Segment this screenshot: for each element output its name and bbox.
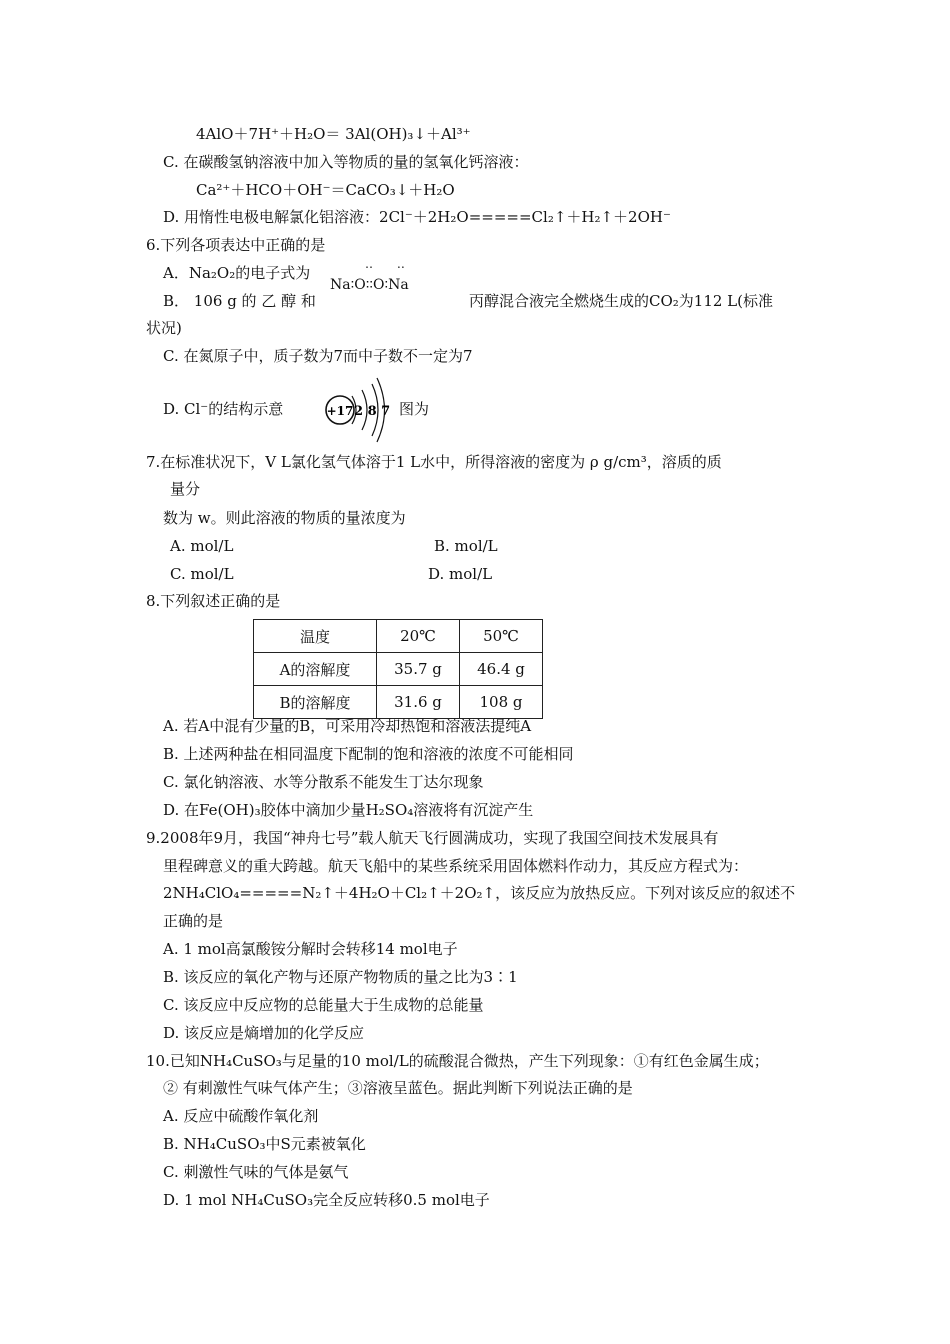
lone-pair-dots: ‥ ‥ [365, 257, 415, 271]
question-9-stem-4: 正确的是 [163, 912, 224, 930]
table-cell: 31.6 g [377, 686, 460, 719]
option-5c-equation: Ca²⁺＋HCO＋OH⁻＝CaCO₃↓＋H₂O [196, 181, 455, 199]
option-7a: A. mol/L [170, 537, 234, 555]
option-10b: B. NH₄CuSO₃中S元素被氧化 [163, 1135, 366, 1153]
electron-formula-text: Na∶O∶∶O∶Na [330, 277, 409, 293]
line-a1-equation: 4AlO＋7H⁺＋H₂O＝ 3Al(OH)₃↓＋Al³⁺ [196, 125, 471, 143]
option-6b-pre: B． 106 g 的 乙 醇 和 [163, 292, 316, 310]
option-8d: D. 在Fe(OH)₃胶体中滴加少量H₂SO₄溶液将有沉淀产生 [163, 801, 534, 819]
option-5d: D. 用惰性电极电解氯化铝溶液：2Cl⁻＋2H₂O=====Cl₂↑＋H₂↑＋2OH⁻ [163, 208, 671, 226]
table-header-cell: 50℃ [460, 620, 543, 653]
table-cell: 35.7 g [377, 653, 460, 686]
table-row [254, 686, 543, 719]
table-cell: 108 g [460, 686, 543, 719]
option-6d-post: 图为 [399, 400, 430, 418]
option-6a: A．Na₂O₂的电子式为 [163, 264, 311, 282]
question-9-stem: 9.2008年9月，我国“神舟七号”载人航天飞行圆满成功，实现了我国空间技术发展具有 [146, 829, 719, 847]
option-6c: C. 在氮原子中，质子数为7而中子数不一定为7 [163, 347, 473, 365]
table-header-cell: 20℃ [377, 620, 460, 653]
table-header-cell: 温度 [254, 620, 377, 653]
option-10d: D. 1 mol NH₄CuSO₃完全反应转移0.5 mol电子 [163, 1191, 490, 1209]
question-8-stem: 8.下列叙述正确的是 [146, 592, 281, 610]
option-10a: A. 反应中硫酸作氧化剂 [163, 1107, 319, 1125]
table-cell: A的溶解度 [254, 653, 377, 686]
solubility-table [253, 619, 543, 719]
table-cell: B的溶解度 [254, 686, 377, 719]
table-cell: 46.4 g [460, 653, 543, 686]
question-10-stem-2: ② 有刺激性气味气体产生；③溶液呈蓝色。据此判断下列说法正确的是 [163, 1079, 633, 1097]
option-9a: A. 1 mol高氯酸铵分解时会转移14 mol电子 [163, 940, 458, 958]
option-6b-post: 丙醇混合液完全燃烧生成的CO₂为112 L(标准 [469, 292, 774, 310]
question-9-stem-2: 里程碑意义的重大跨越。航天飞船中的某些系统采用固体燃料作动力，其反应方程式为： [163, 857, 749, 875]
option-8a: A. 若A中混有少量的B，可采用冷却热饱和溶液法提纯A [163, 717, 532, 735]
table-header-row [254, 620, 543, 653]
option-6d-pre: D. Cl⁻的结构示意 [163, 400, 284, 418]
option-7c: C. mol/L [170, 565, 234, 583]
option-5c: C. 在碳酸氢钠溶液中加入等物质的量的氢氧化钙溶液： [163, 153, 529, 171]
question-7-stem: 7.在标准状况下，V L氯化氢气体溶于1 L水中，所得溶液的密度为 ρ g/cm³，溶质的质 [146, 453, 722, 471]
option-7d: D. mol/L [428, 565, 493, 583]
option-6b-cont: 状况) [146, 319, 182, 337]
question-9-equation: 2NH₄ClO₄=====N₂↑＋4H₂O＋Cl₂↑＋2O₂↑，该反应为放热反应。下列对该反应的叙述不 [163, 884, 796, 902]
question-6-stem: 6.下列各项表达中正确的是 [146, 236, 326, 254]
option-9c: C. 该反应中反应物的总能量大于生成物的总能量 [163, 996, 484, 1014]
cl-ion-structure-diagram [322, 374, 390, 444]
option-10c: C. 刺激性气味的气体是氨气 [163, 1163, 349, 1181]
na2o2-electron-formula [330, 258, 460, 298]
option-7b: B. mol/L [434, 537, 498, 555]
option-9d: D. 该反应是熵增加的化学反应 [163, 1024, 365, 1042]
nucleus-charge: +17 [326, 404, 354, 418]
option-8b: B. 上述两种盐在相同温度下配制的饱和溶液的浓度不可能相同 [163, 745, 574, 763]
electron-shells: 2 8 7 [354, 404, 390, 419]
question-10-stem: 10.已知NH₄CuSO₃与足量的10 mol/L的硫酸混合微热，产生下列现象：①有红色金属生成； [146, 1052, 769, 1070]
question-7-stem-2: 量分 [170, 480, 201, 498]
option-9b: B. 该反应的氧化产物与还原产物物质的量之比为3∶1 [163, 968, 518, 986]
table-row [254, 653, 543, 686]
option-8c: C. 氯化钠溶液、水等分散系不能发生丁达尔现象 [163, 773, 484, 791]
question-7-stem-3: 数为 w。则此溶液的物质的量浓度为 [163, 509, 406, 527]
